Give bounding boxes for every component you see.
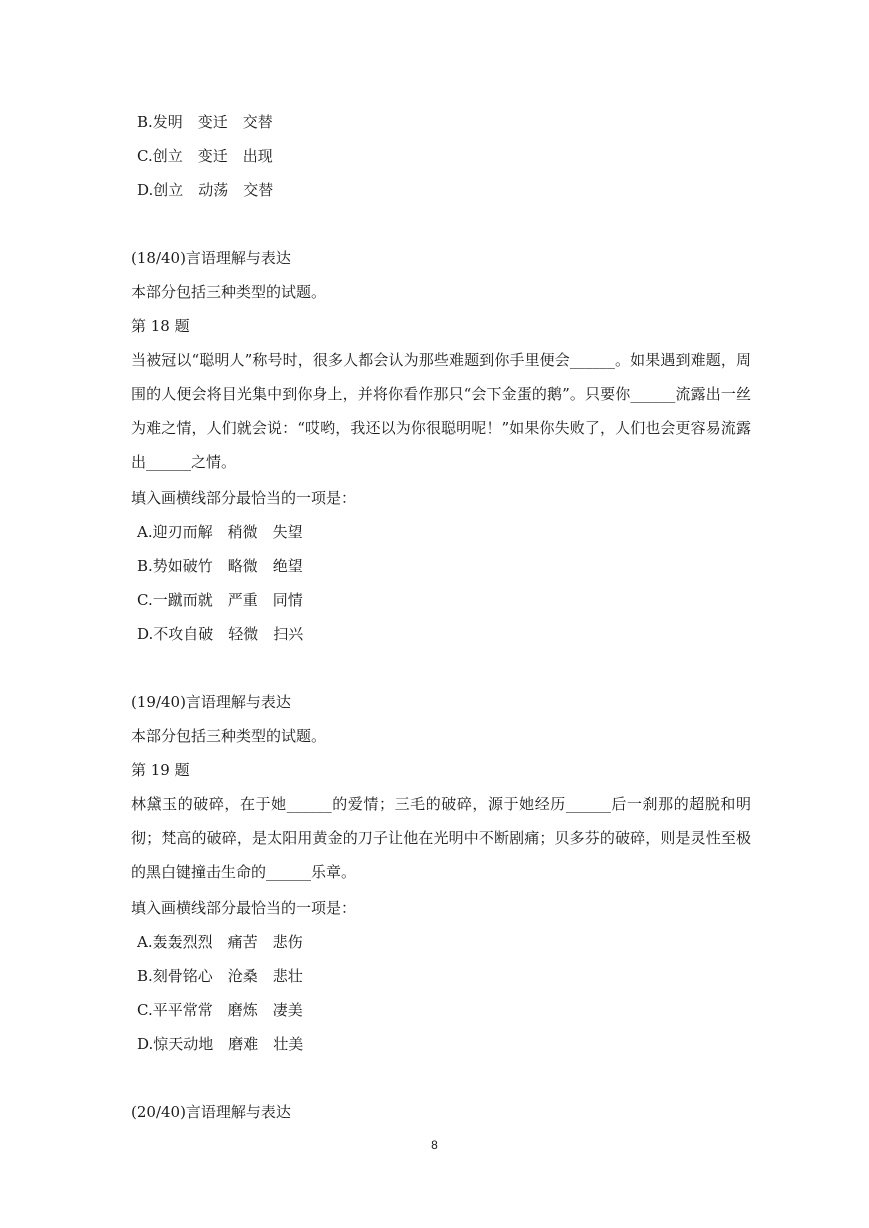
q17-option-b: B.发明 变迁 交替 bbox=[137, 113, 273, 131]
page-number: 8 bbox=[431, 1138, 438, 1152]
q17-option-d: D.创立 动荡 交替 bbox=[137, 181, 274, 199]
q18-intro: 本部分包括三种类型的试题。 bbox=[131, 283, 327, 301]
q19-option-c: C.平平常常 磨炼 凄美 bbox=[137, 1001, 303, 1019]
q19-section-header: (19/40)言语理解与表达 bbox=[131, 693, 291, 711]
q18-option-c: C.一蹴而就 严重 同情 bbox=[137, 591, 303, 609]
q19-option-d: D.惊天动地 磨难 壮美 bbox=[137, 1035, 304, 1053]
q18-option-d: D.不攻自破 轻微 扫兴 bbox=[137, 625, 304, 643]
q18-stem: 当被冠以“聪明人”称号时，很多人都会认为那些难题到你手里便会______。如果遇到难题，周围的人便会将目光集中到你身上，并将你看作那只“会下金蛋的鹅”。只要你______流露出一丝为难之情，人们就会说：“哎哟，我还以为你很聪明呢！”如果你失败了，人们也会更容易流露出______之情。 bbox=[131, 351, 751, 471]
q18-option-a: A.迎刃而解 稍微 失望 bbox=[137, 523, 303, 541]
q19-option-a: A.轰轰烈烈 痛苦 悲伤 bbox=[137, 933, 303, 951]
q18-prompt: 填入画横线部分最恰当的一项是： bbox=[131, 489, 357, 507]
q18-option-b: B.势如破竹 略微 绝望 bbox=[137, 557, 303, 575]
q19-stem: 林黛玉的破碎，在于她______的爱情；三毛的破碎，源于她经历______后一刹那的超脱和明彻；梵高的破碎，是太阳用黄金的刀子让他在光明中不断剧痛；贝多芬的破碎，则是灵性至极的黑白键撞击生命的______乐章。 bbox=[131, 795, 751, 881]
q19-prompt: 填入画横线部分最恰当的一项是： bbox=[131, 899, 357, 917]
q19-intro: 本部分包括三种类型的试题。 bbox=[131, 727, 327, 745]
q17-option-c: C.创立 变迁 出现 bbox=[137, 147, 273, 165]
q18-number: 第 18 题 bbox=[131, 317, 190, 335]
q20-section-header: (20/40)言语理解与表达 bbox=[131, 1103, 291, 1121]
q19-number: 第 19 题 bbox=[131, 761, 190, 779]
q19-option-b: B.刻骨铭心 沧桑 悲壮 bbox=[137, 967, 303, 985]
q18-section-header: (18/40)言语理解与表达 bbox=[131, 249, 291, 267]
